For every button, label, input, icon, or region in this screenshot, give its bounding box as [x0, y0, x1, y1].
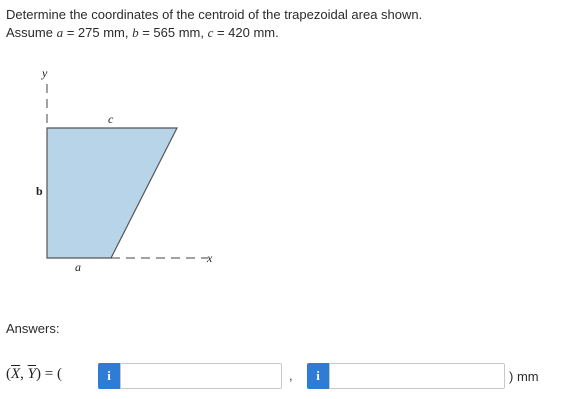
info-button-x[interactable]: i	[98, 363, 120, 389]
trapezoid-shape	[47, 128, 177, 258]
unit-label: ) mm	[509, 369, 539, 384]
x-centroid-input[interactable]	[120, 363, 282, 389]
x-bar-symbol: $\overline{X}$	[11, 366, 21, 382]
var-a: a	[56, 25, 64, 40]
c-value: = 420 mm.	[213, 25, 279, 40]
answer-row	[6, 360, 581, 392]
answers-heading: Answers:	[6, 321, 60, 336]
assume-text: Assume	[6, 25, 57, 40]
paren-open: (	[6, 366, 11, 382]
separator-comma: ,	[289, 368, 293, 383]
answer-prefix	[6, 366, 62, 383]
a-value: = 275 mm,	[63, 25, 133, 40]
var-c: c	[207, 25, 214, 40]
var-b: b	[132, 25, 139, 40]
problem-line-1: Determine the coordinates of the centroid of the trapezoidal area shown.	[6, 7, 423, 22]
label-y: y	[42, 66, 48, 80]
b-value: = 565 mm,	[138, 25, 208, 40]
label-x: x	[207, 251, 213, 265]
label-c: c	[108, 112, 114, 126]
label-a: a	[75, 260, 81, 274]
y-centroid-input[interactable]	[329, 363, 505, 389]
equals-open: ) = (	[36, 366, 62, 382]
info-button-y[interactable]: i	[307, 363, 329, 389]
label-b: b	[36, 184, 43, 198]
y-bar-symbol: $\overline{Y}$	[27, 366, 37, 382]
comma-symbol: ,	[20, 366, 28, 382]
